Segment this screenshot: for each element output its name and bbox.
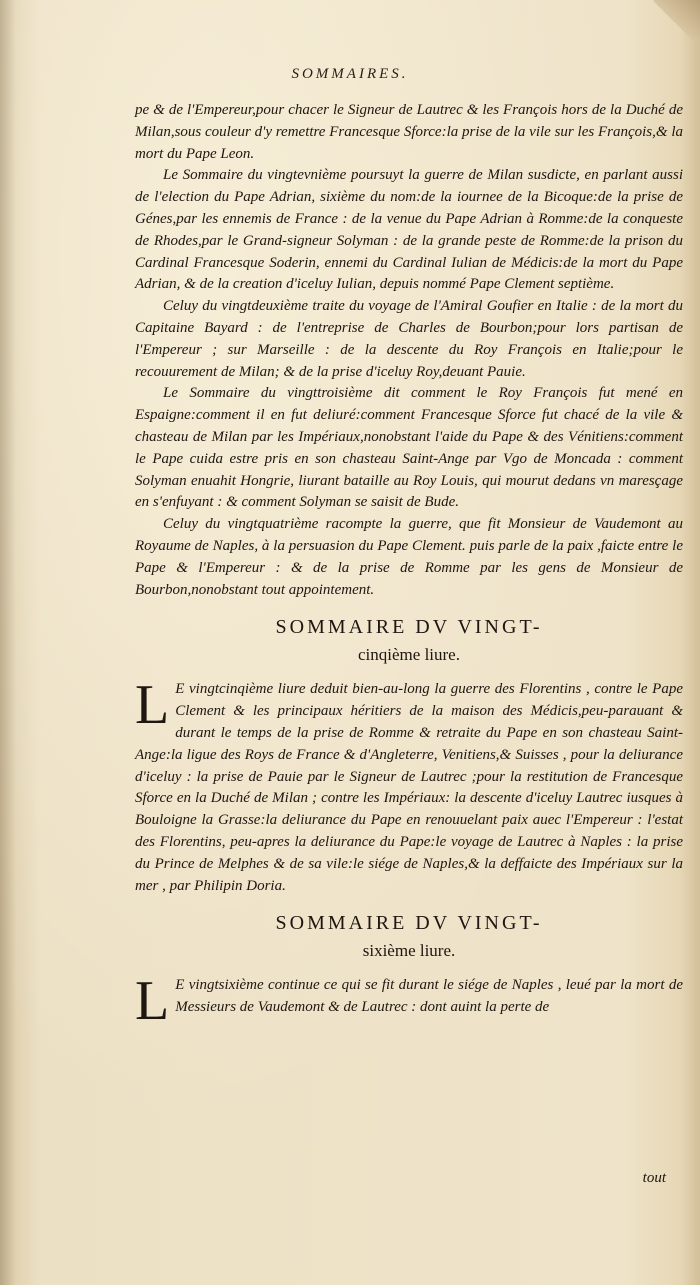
- section-heading: SOMMAIRE DV VINGT-: [275, 912, 543, 935]
- section-subheading: cinqième liure.: [358, 645, 460, 665]
- section-paragraph: [135, 970, 683, 1033]
- page-corner: [654, 0, 700, 40]
- section-text: E vingtsixième continue ce qui se fit durant le siége de Naples , leué par la mort de Messieurs de Vaudemont & de Lautrec : dont auint la perte de: [175, 977, 683, 1016]
- spine-shadow: [0, 0, 16, 1285]
- paragraph: Le Sommaire du vingtevnième poursuyt la guerre de Milan susdicte, en parlant aussi de l'election du Pape Adrian, sixième du nom:de la iournee de la Bicoque:de la prise de Génes,par les ennemis de France : de la venue du Pape Adrian à Romme:de la conqueste de Rhodes,par le Grand-signeur Solyman : de la grande peste de Romme:de la prison du Cardinal Francesque Soderin, ennemi du Cardinal Iulian de Médicis:de la mort du Pape Adrian, & de la creation d'iceluy Iulian, depuis nommé Pape Clement septième.: [135, 167, 683, 293]
- paragraph: Le Sommaire du vingttroisième dit comment le Roy François fut mené en Espaigne:comment il en fut deliuré:comment Francesque Sforce fut chacé de la vile & chasteau de Milan par les Impériaux,nonobstant l'aide du Pape & des Vénitiens:comment le Pape cuida estre pris en son chasteau Saint-Ange par Vgo de Moncada : comment Solyman enuahit Hongrie, liurant bataille au Roy Louis, qui mourut dedans vn maresçage en s'enfuyant : & comment Solyman se saisit de Bude.: [135, 385, 683, 511]
- text-block: [135, 100, 683, 1033]
- section-heading: SOMMAIRE DV VINGT-: [275, 616, 543, 639]
- catchword: tout: [642, 1170, 666, 1186]
- section-paragraph: [135, 674, 683, 897]
- running-head: SOMMAIRES.: [291, 66, 409, 82]
- section-text: E vingtcinqième liure deduit bien-au-long la guerre des Florentins , contre le Pape Clement & les principaux héritiers de la maison des Médicis,peu-parauant & durant le temps de la prise de Romme & retraite du Pape en son chasteau Saint-Ange:la ligue des Roys de France & d'Angleterre, Venitiens,& Suisses , pour la deliurance d'iceluy : la prise de Pauie par le Signeur de Lautrec ;pour la restitution de Francesque Sforce en la Duché de Milan ; contre les Impériaux: la descente d'iceluy Lautrec iusques à Bouloigne la Grasse:la deliurance du Pape en renouuelant paix auec l'Empereur : l'estat des Florentins, peu-apres la deliurance du Pape:le voyage de Lautrec à Naples : la prise du Prince de Melphes & de sa vile:le siége de Naples,& la deffaicte des Impériaux sur la mer , par Philipin Doria.: [135, 681, 683, 894]
- drop-cap: L: [135, 970, 170, 1033]
- paragraph: pe & de l'Empereur,pour chacer le Signeur de Lautrec & les François hors de la Duché de Milan,sous couleur d'y remettre Francesque Sforce:la prise de la vile sur les François,& la mort du Pape Leon.: [135, 102, 683, 162]
- section-subheading: sixième liure.: [362, 941, 456, 961]
- paragraph: Celuy du vingtquatrième racompte la guerre, que fit Monsieur de Vaudemont au Royaume de Naples, à la persuasion du Pape Clement. puis parle de la paix ,faicte entre le Pape & l'Empereur : & de la prise de Romme par les gens de Monsieur de Bourbon,nonobstant tout appointement.: [135, 516, 683, 598]
- drop-cap: L: [135, 674, 170, 737]
- paragraph: Celuy du vingtdeuxième traite du voyage de l'Amiral Goufier en Italie : de la mort du Capitaine Bayard : de l'entreprise de Charles de Bourbon;pour lors partisan de l'Empereur ; sur Marseille : de la descente du Roy François en Italie;pour le recouurement de Milan; & de la prise d'iceluy Roy,deuant Pauie.: [135, 298, 683, 380]
